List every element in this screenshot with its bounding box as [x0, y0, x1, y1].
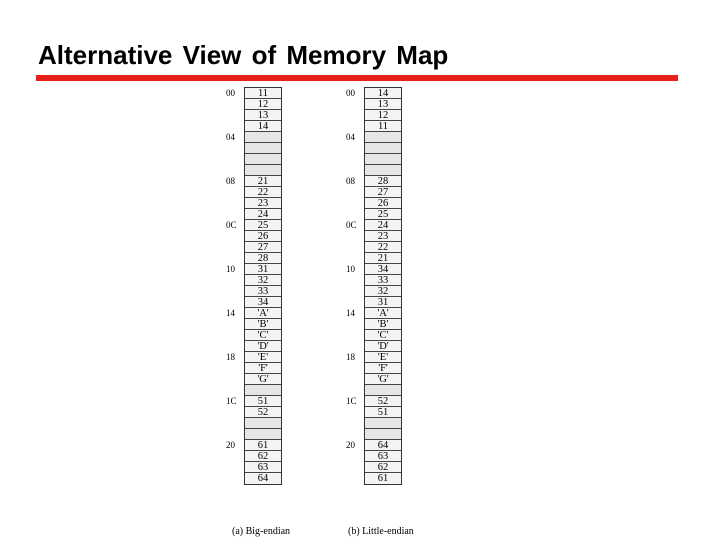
- title-underline: [36, 75, 678, 81]
- memory-cell: [365, 418, 401, 429]
- memory-cell: [365, 154, 401, 165]
- address-label: 0C: [226, 220, 237, 230]
- memory-cell: [245, 418, 281, 429]
- address-label: 20: [346, 440, 355, 450]
- address-label: 08: [226, 176, 235, 186]
- memory-cell: 28: [245, 253, 281, 264]
- memory-cell: 12: [245, 99, 281, 110]
- memory-cell: [365, 385, 401, 396]
- address-label: 14: [346, 308, 355, 318]
- memory-cell: 21: [365, 253, 401, 264]
- memory-cell: 27: [245, 242, 281, 253]
- address-label: 18: [226, 352, 235, 362]
- memory-cell: 11: [245, 88, 281, 99]
- memory-cell: 64: [365, 440, 401, 451]
- memory-cell: 28: [365, 176, 401, 187]
- memory-cell: 'E': [245, 352, 281, 363]
- memory-cell: 23: [365, 231, 401, 242]
- address-label: 20: [226, 440, 235, 450]
- memory-cell: [245, 429, 281, 440]
- memory-cell: 13: [245, 110, 281, 121]
- memory-cell: 62: [365, 462, 401, 473]
- memory-cell: 'E': [365, 352, 401, 363]
- memory-cell: 'C': [365, 330, 401, 341]
- little-endian-caption: (b) Little-endian: [348, 526, 414, 537]
- slide-title: Alternative View of Memory Map: [38, 40, 449, 70]
- address-label: 10: [226, 264, 235, 274]
- address-label: 04: [346, 132, 355, 142]
- memory-cell: 13: [365, 99, 401, 110]
- memory-cell: [245, 385, 281, 396]
- memory-cell: 63: [245, 462, 281, 473]
- address-label: 08: [346, 176, 355, 186]
- address-label: 14: [226, 308, 235, 318]
- memory-cell: [365, 165, 401, 176]
- memory-cell: 23: [245, 198, 281, 209]
- memory-cell: 'F': [245, 363, 281, 374]
- memory-cell: 21: [245, 176, 281, 187]
- memory-cell: 'F': [365, 363, 401, 374]
- memory-cell: 33: [245, 286, 281, 297]
- memory-cell: [365, 132, 401, 143]
- memory-cell: 64: [257, 473, 269, 484]
- memory-cell: 14: [245, 121, 281, 132]
- big-endian-caption: (a) Big-endian: [232, 526, 291, 537]
- address-label: 18: [346, 352, 355, 362]
- memory-cell: 12: [365, 110, 401, 121]
- address-label: 00: [226, 88, 235, 98]
- address-label: 1C: [346, 396, 357, 406]
- memory-cell: 26: [245, 231, 281, 242]
- address-label: 04: [226, 132, 235, 142]
- big-endian-memory-column: [244, 87, 282, 485]
- address-label: 10: [346, 264, 355, 274]
- memory-cell: 'A': [365, 308, 401, 319]
- memory-cell: 'C': [245, 330, 281, 341]
- memory-cell: 25: [365, 209, 401, 220]
- memory-cell: 31: [245, 264, 281, 275]
- memory-cell: 11: [365, 121, 401, 132]
- memory-cell: [245, 154, 281, 165]
- memory-cell: 32: [245, 275, 281, 286]
- memory-cell: [245, 132, 281, 143]
- memory-cell: 52: [245, 407, 281, 418]
- memory-cell: 34: [365, 264, 401, 275]
- memory-cell: 51: [245, 396, 281, 407]
- address-label: 00: [346, 88, 355, 98]
- memory-cell: 24: [245, 209, 281, 220]
- memory-cell: [365, 143, 401, 154]
- address-label: 1C: [226, 396, 237, 406]
- memory-cell: 22: [245, 187, 281, 198]
- memory-cell: 32: [365, 286, 401, 297]
- memory-cell: [245, 165, 281, 176]
- memory-cell: 31: [365, 297, 401, 308]
- memory-cell: 27: [365, 187, 401, 198]
- address-label: 0C: [346, 220, 357, 230]
- memory-cell: 26: [365, 198, 401, 209]
- memory-cell: 62: [245, 451, 281, 462]
- memory-cell: 'D': [365, 341, 401, 352]
- memory-cell: 'G': [365, 374, 401, 385]
- memory-cell: 24: [365, 220, 401, 231]
- memory-cell: 'B': [245, 319, 281, 330]
- memory-cell: 61: [377, 473, 389, 484]
- memory-cell: 34: [245, 297, 281, 308]
- memory-cell: 'D': [245, 341, 281, 352]
- memory-cell: 'G': [245, 374, 281, 385]
- memory-cell: 25: [245, 220, 281, 231]
- memory-cell: 'B': [365, 319, 401, 330]
- memory-cell: 'A': [245, 308, 281, 319]
- memory-cell: 52: [365, 396, 401, 407]
- memory-cell: 33: [365, 275, 401, 286]
- little-endian-memory-column: [364, 87, 402, 485]
- memory-cell: 51: [365, 407, 401, 418]
- memory-cell: 63: [365, 451, 401, 462]
- memory-cell: 22: [365, 242, 401, 253]
- memory-cell: 14: [365, 88, 401, 99]
- memory-cell: [245, 143, 281, 154]
- memory-cell: 61: [245, 440, 281, 451]
- memory-cell: [365, 429, 401, 440]
